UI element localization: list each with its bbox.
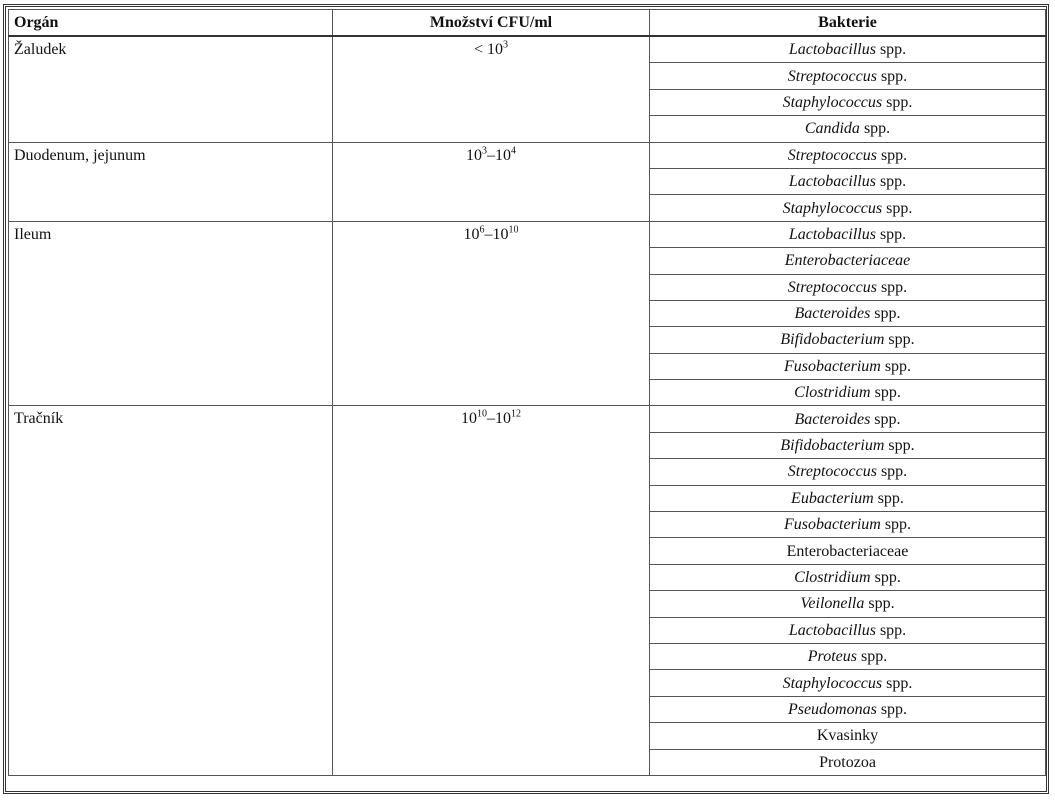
header-cfu: Množství CFU/ml [333,10,650,37]
bacteria-cell [650,406,1046,432]
cfu-dash: – [487,410,495,428]
bacteria-genus: Streptococcus [787,67,877,85]
bacteria-genus: Clostridium [794,384,871,402]
cfu-cell [333,406,650,775]
bacteria-suffix: spp. [870,384,901,402]
bacteria-suffix: Protozoa [819,753,876,771]
cfu-exp2: 10 [508,224,519,236]
bacteria-suffix: Kvasinky [816,727,879,745]
bacteria-cell [650,248,1046,274]
header-row [9,10,1046,37]
cfu-base2: 10 [495,146,511,164]
bacteria-cell [650,63,1046,89]
cfu-exp1: 3 [482,145,487,157]
bacteria-cell [650,327,1046,353]
organ-cell: Ileum [9,221,333,406]
bacteria-cell [650,591,1046,617]
bacteria-genus: Candida [804,120,860,138]
cfu-cell [333,142,650,221]
cfu-base1: 10 [461,410,477,428]
table-row [9,221,1046,247]
cfu-exp1: 10 [477,409,487,421]
cfu-cell [333,221,650,406]
bacteria-genus: Pseudomonas [787,700,877,718]
bacteria-genus: Proteus [807,648,857,666]
bacteria-suffix: spp. [882,93,913,111]
bacteria-suffix: spp. [870,410,901,428]
bacteria-suffix: spp. [875,41,907,59]
bacteria-suffix: Enterobacteriaceae [786,542,909,560]
table-row [9,36,1046,63]
bacteria-genus: Staphylococcus [782,93,883,111]
bacteria-suffix: spp. [859,120,891,138]
bacteria-suffix: spp. [876,67,908,85]
header-bacteria: Bakterie [650,10,1046,37]
bacteria-suffix: spp. [873,489,904,507]
bacteria-cell [650,485,1046,511]
bacteria-cell [650,380,1046,406]
bacteria-cell [650,142,1046,168]
cfu-dash: – [487,146,495,164]
header-organ: Orgán [9,10,333,37]
bacteria-genus: Clostridium [794,569,871,586]
bacteria-suffix: spp. [876,463,908,481]
bacteria-suffix: spp. [884,331,915,349]
cfu-base1: 10 [466,146,482,164]
bacteria-cell [650,617,1046,643]
bacteria-cell [650,274,1046,300]
bacteria-suffix: spp. [876,146,908,164]
bacteria-suffix: spp. [882,674,913,692]
bacteria-cell [650,195,1046,221]
bacteria-cell [650,670,1046,696]
organ-cell: Žaludek [9,36,333,142]
bacteria-genus: Enterobacteriaceae [784,252,911,270]
bacteria-suffix: spp. [876,278,908,296]
bacteria-suffix: spp. [856,648,888,666]
bacteria-cell [650,749,1046,775]
cfu-prefix: < [473,41,488,58]
bacteria-cell [650,643,1046,669]
cfu-exp1: 3 [503,39,509,51]
bacteria-cell [650,168,1046,194]
bacteria-suffix: spp. [875,225,907,243]
cfu-exp1: 6 [479,224,485,236]
bacteria-suffix: spp. [880,516,912,534]
bacteria-genus: Lactobacillus [788,621,876,639]
cfu-exp2: 12 [511,409,521,421]
bacteria-suffix: spp. [876,700,908,718]
bacteria-genus: Bacteroides [794,305,871,323]
bacteria-genus: Veilonella [800,595,865,613]
bacteria-cell [650,723,1046,749]
bacteria-genus: Staphylococcus [782,199,883,217]
bacteria-cell [650,696,1046,722]
bacteria-cell [650,564,1046,590]
bacteria-genus: Streptococcus [787,146,877,164]
bacteria-cell [650,459,1046,485]
table-row [9,142,1046,168]
bacteria-genus: Bacteroides [794,410,871,428]
bacteria-genus: Staphylococcus [782,674,883,692]
bacteria-cell [650,512,1046,538]
bacteria-genus: Streptococcus [787,278,877,296]
bacteria-genus: Streptococcus [787,463,877,481]
cfu-base2: 10 [492,225,509,243]
bacteria-suffix: spp. [880,357,912,375]
organ-cell: Duodenum, jejunum [9,142,333,221]
bacteria-genus: Bifidobacterium [780,437,885,455]
bacteria-genus: Fusobacterium [783,357,881,375]
bacteria-genus: Lactobacillus [788,225,876,243]
bacteria-cell [650,432,1046,458]
cfu-base2: 10 [495,410,511,428]
bacteria-cell [650,116,1046,142]
bacteria-cell [650,36,1046,63]
cfu-exp2: 4 [511,145,516,157]
bacteria-cell [650,300,1046,326]
cfu-base1: 10 [463,225,480,243]
bacteria-table [8,9,1046,776]
bacteria-suffix: spp. [870,305,901,323]
cfu-base1: 10 [487,41,504,58]
bacteria-genus: Fusobacterium [783,516,881,534]
bacteria-genus: Lactobacillus [788,41,876,59]
cfu-dash: – [484,225,493,243]
cfu-cell [333,36,650,142]
bacteria-cell [650,221,1046,247]
bacteria-suffix: spp. [884,437,915,455]
bacteria-cell [650,89,1046,115]
bacteria-genus: Eubacterium [791,489,874,507]
bacteria-suffix: spp. [864,595,895,613]
organ-cell: Tračník [9,406,333,775]
bacteria-genus: Lactobacillus [788,173,876,191]
bacteria-cell [650,353,1046,379]
table-row [9,406,1046,432]
bacteria-cell [650,538,1046,564]
bacteria-suffix: spp. [875,173,907,191]
bacteria-suffix: spp. [870,569,901,586]
bacteria-suffix: spp. [882,199,913,217]
bacteria-genus: Bifidobacterium [780,331,885,349]
bacteria-suffix: spp. [875,621,907,639]
